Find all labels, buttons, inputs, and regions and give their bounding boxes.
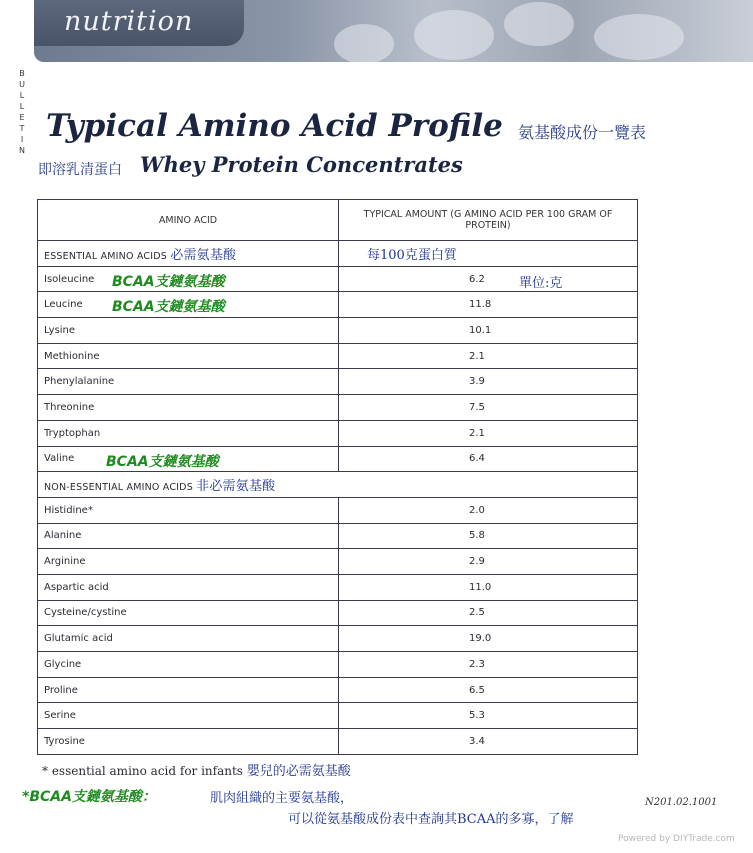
page-subtitle: Whey Protein Concentrates [140, 152, 463, 177]
amino-acid-name: Lysine [44, 324, 76, 336]
amino-acid-name: Proline [44, 684, 78, 696]
amino-acid-name: Aspartic acid [44, 581, 109, 593]
amino-acid-name: Alanine [44, 530, 82, 542]
banner-decoration [504, 2, 574, 46]
section-label-essential-chinese: 必需氨基酸 [170, 247, 237, 263]
amino-acid-amount: 2.1 [469, 350, 485, 362]
amino-acid-amount: 2.0 [469, 504, 485, 516]
amino-acid-name: Glycine [44, 658, 82, 670]
table-row [38, 729, 638, 755]
table-row [38, 523, 638, 549]
amino-acid-amount: 2.9 [469, 556, 485, 568]
section-row-essential [38, 241, 638, 267]
amino-acid-name: Tyrosine [44, 735, 85, 747]
amino-acid-table [37, 199, 638, 755]
amino-acid-name: Histidine* [44, 504, 93, 516]
table-row [38, 318, 638, 344]
amino-acid-amount: 6.2 [469, 273, 485, 285]
amino-acid-amount: 2.1 [469, 427, 485, 439]
nutrition-banner [34, 0, 753, 62]
table-row [38, 343, 638, 369]
section-label-essential: ESSENTIAL AMINO ACIDS [44, 250, 168, 262]
page-title-chinese: 氨基酸成份一覽表 [518, 123, 647, 142]
table-row [38, 549, 638, 575]
page-title: Typical Amino Acid Profile [46, 108, 503, 144]
amino-acid-amount: 19.0 [469, 633, 492, 645]
amino-acid-name: Glutamic acid [44, 633, 113, 645]
amino-acid-name: Arginine [44, 556, 86, 568]
amino-acid-name: Tryptophan [44, 427, 101, 439]
bulletin-vertical-label: B U L L E T I N [19, 69, 25, 155]
amino-acid-amount: 10.1 [469, 324, 492, 336]
table-row [38, 677, 638, 703]
column-header-amino-acid: AMINO ACID [38, 200, 339, 241]
amino-acid-name: Leucine [44, 299, 83, 311]
banner-title: nutrition [64, 6, 194, 37]
amino-acid-name: Serine [44, 710, 76, 722]
bcaa-description-line-1: 肌肉組織的主要氨基酸， [210, 791, 354, 806]
footnote-text: * essential amino acid for infants [42, 764, 243, 778]
footnote [42, 760, 351, 779]
section-row-nonessential [38, 472, 638, 498]
amino-acid-amount: 11.8 [469, 299, 492, 311]
table-header-row [38, 200, 638, 241]
banner-decoration [334, 24, 394, 62]
amino-acid-name: Threonine [44, 401, 95, 413]
amino-acid-amount: 6.5 [469, 684, 485, 696]
table-row [38, 369, 638, 395]
subtitle-chinese: 即溶乳清蛋白 [38, 162, 122, 178]
table-row [38, 395, 638, 421]
amino-acid-name: Methionine [44, 350, 100, 362]
amino-acid-amount: 2.3 [469, 658, 485, 670]
bcaa-description-line-2: 可以從氨基酸成份表中查詢其BCAA的多寡，了解 [288, 812, 574, 827]
amino-acid-name: Valine [44, 453, 75, 465]
amino-acid-amount: 6.4 [469, 453, 485, 465]
amino-acid-name: Isoleucine [44, 273, 95, 285]
document-code: N201.02.1001 [645, 797, 718, 808]
bcaa-tag: BCAA支鏈氨基酸 [112, 299, 225, 316]
table-row [38, 626, 638, 652]
table-row [38, 703, 638, 729]
amino-acid-amount: 3.9 [469, 376, 485, 388]
table-row [38, 266, 638, 292]
bcaa-tag: BCAA支鏈氨基酸 [106, 453, 219, 470]
bcaa-note-label: *BCAA支鏈氨基酸： [22, 789, 156, 805]
table-row [38, 574, 638, 600]
section-label-nonessential: NON-ESSENTIAL AMINO ACIDS [44, 482, 193, 494]
table-row [38, 446, 638, 472]
table-row [38, 652, 638, 678]
section-label-nonessential-chinese: 非必需氨基酸 [196, 479, 276, 495]
table-row [38, 497, 638, 523]
watermark: Powered by DIYTrade.com [618, 834, 735, 844]
unit-note: 單位:克 [519, 275, 563, 291]
amino-acid-name: Phenylalanine [44, 376, 115, 388]
amino-acid-amount: 11.0 [469, 581, 492, 593]
footnote-text-chinese: 嬰兒的必需氨基酸 [246, 764, 351, 779]
amino-acid-amount: 3.4 [469, 735, 485, 747]
bcaa-tag: BCAA支鏈氨基酸 [112, 273, 225, 290]
banner-decoration [594, 14, 684, 60]
table-row [38, 292, 638, 318]
banner-decoration [414, 10, 494, 60]
per-100g-note: 每100克蛋白質 [367, 248, 457, 263]
table-row [38, 420, 638, 446]
amino-acid-name: Cysteine/cystine [44, 607, 127, 619]
amino-acid-amount: 5.3 [469, 710, 485, 722]
amino-acid-amount: 5.8 [469, 530, 485, 542]
amino-acid-amount: 7.5 [469, 401, 485, 413]
table-row [38, 600, 638, 626]
column-header-typical-amount: TYPICAL AMOUNT (G AMINO ACID PER 100 GRAM OF PROTEIN) [339, 200, 638, 241]
amino-acid-amount: 2.5 [469, 607, 485, 619]
